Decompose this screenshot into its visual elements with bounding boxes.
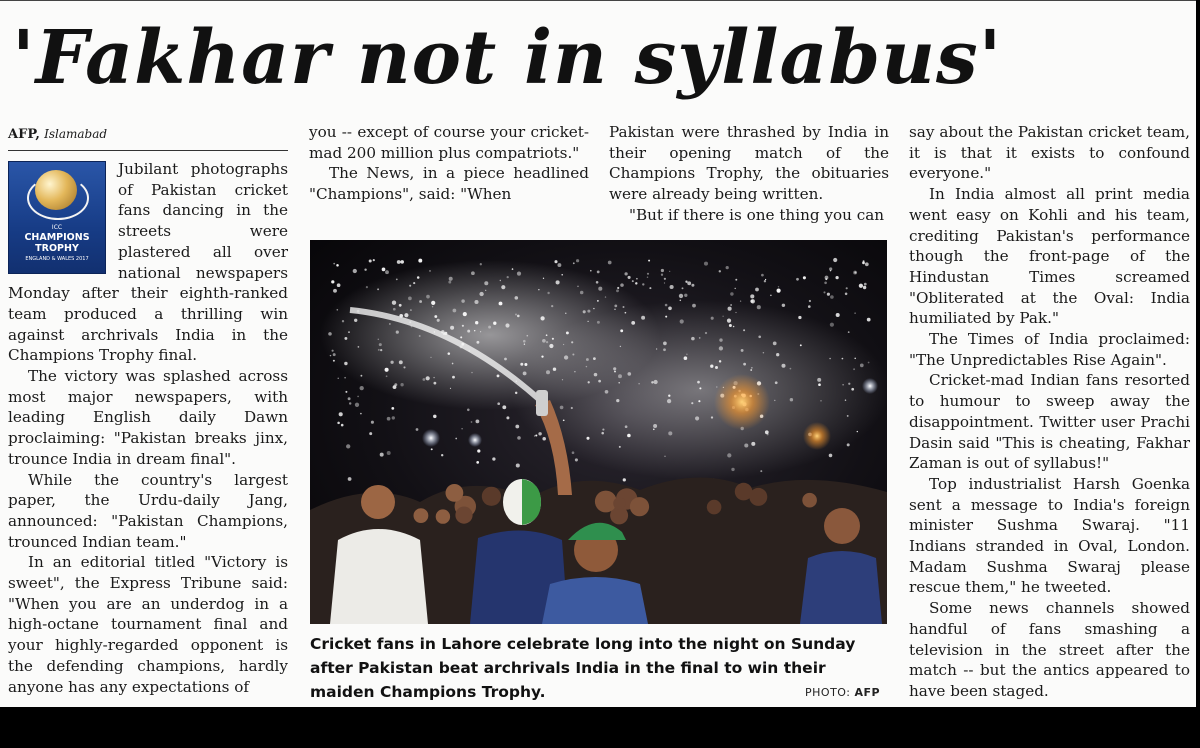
article-column-1 xyxy=(8,122,288,697)
byline xyxy=(8,122,288,151)
street-lamp-glow xyxy=(714,374,770,430)
celebration-photo-illustration xyxy=(310,240,887,624)
paragraph: The victory was splashed across most major newspapers, with leading English daily Dawn proclaiming: "Pakistan breaks jinx, trounce India in dream final". xyxy=(8,367,288,468)
logo-icc-text: ICC xyxy=(51,224,63,231)
byline-agency: AFP, xyxy=(8,127,40,142)
spray-can xyxy=(536,390,548,416)
paragraph: The News, in a piece headlined "Champions", said: "When xyxy=(309,164,589,204)
paragraph: say about the Pakistan cricket team, it is that it exists to confound everyone." xyxy=(909,123,1190,183)
person-body xyxy=(542,577,648,624)
article-column-2 xyxy=(309,122,589,205)
paragraph: Cricket-mad Indian fans resorted to humour to sweep away the disappointment. Twitter user Prachi Dasin said "This is cheating, Fakhar Zaman is out of syllabus!" xyxy=(909,371,1190,473)
street-lamp-glow xyxy=(803,422,831,450)
paragraph: The Times of India proclaimed: "The Unpredictables Rise Again". xyxy=(909,330,1190,369)
person-head xyxy=(824,508,860,544)
paragraph: Some news channels showed handful of fans smashing a television in the street after the match -- but the antics appeared to have been staged. xyxy=(909,599,1190,700)
logo-line-2: TROPHY xyxy=(35,243,79,254)
logo-line-1: CHAMPIONS xyxy=(24,232,90,243)
person-body xyxy=(800,551,882,624)
logo-subtitle: ENGLAND & WALES 2017 xyxy=(25,256,89,262)
cricket-ball-icon xyxy=(35,170,77,210)
photo-credit-source: AFP xyxy=(854,686,881,699)
paragraph: you -- except of course your cricket-mad 200 million plus compatriots." xyxy=(309,123,589,162)
paragraph: Jubilant photographs of Pakistan cricket fans dancing in the streets were plastered all over national newspapers Monday after their eighth-ranked team produced a thrilling win against archrivals India in the Champions Trophy final. xyxy=(8,160,288,365)
paragraph: In India almost all print media went easy on Kohli and his team, crediting Pakistan's performance though the front-page of the Hindustan Times screamed "Obliterated at the Oval: India humiliated by Pak." xyxy=(909,185,1190,328)
paragraph: In an editorial titled "Victory is sweet", the Express Tribune said: "When you are an underdog in a high-octane tournament final and your highly-regarded opponent is the defending champions, hardly anyone has any expectations of xyxy=(8,553,288,696)
photo-caption: Cricket fans in Lahore celebrate long into the night on Sunday after Pakistan beat archrivals India in the final to win their maiden Champions Trophy. xyxy=(310,635,856,701)
article-column-4 xyxy=(909,122,1190,702)
photo-credit xyxy=(805,686,880,699)
street-lamp-glow xyxy=(468,433,482,447)
paragraph: "But if there is one thing you can xyxy=(629,205,885,224)
champions-trophy-logo xyxy=(8,161,106,274)
article-column-3 xyxy=(609,122,889,226)
street-lamp-glow xyxy=(422,429,440,447)
news-photo xyxy=(310,240,887,624)
photo-credit-label: PHOTO: xyxy=(805,686,851,699)
person-head xyxy=(361,485,395,519)
street-lamp-glow xyxy=(862,378,878,394)
spray-cloud xyxy=(510,300,887,480)
paragraph: While the country's largest paper, the Urdu-daily Jang, announced: "Pakistan Champions, trounced Indian team." xyxy=(8,470,288,551)
paragraph: Top industrialist Harsh Goenka sent a message to India's foreign minister Sushma Swaraj. "11 Indians stranded in Oval, London. Madam Sushma Swaraj please rescue them," he tweeted. xyxy=(909,474,1190,597)
person-body xyxy=(330,529,428,624)
paragraph: Pakistan were thrashed by India in their opening match of the Champions Trophy, the obituaries were already being written. xyxy=(609,123,889,204)
headline: 'Fakhar not in syllabus' xyxy=(12,15,1003,101)
byline-place: Islamabad xyxy=(44,127,108,141)
